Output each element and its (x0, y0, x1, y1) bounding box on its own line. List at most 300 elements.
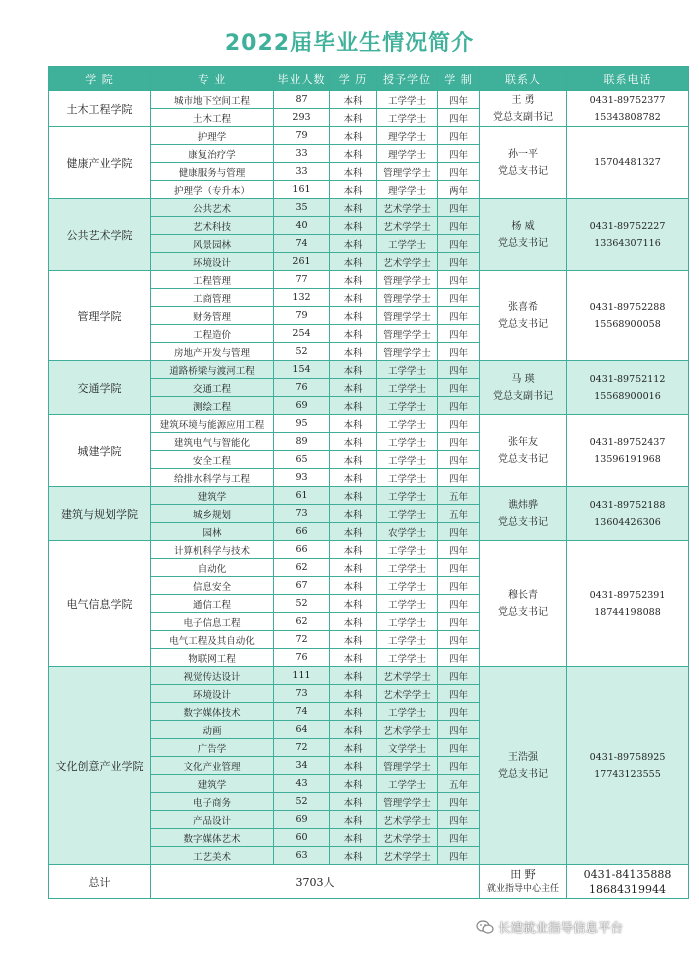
major-cell: 康复治疗学 (151, 145, 274, 163)
contact-name: 张喜希 (508, 301, 538, 313)
phone-cell (567, 415, 689, 487)
education-cell: 本科 (330, 325, 377, 343)
education-cell: 本科 (330, 127, 377, 145)
contact-title: 党总支书记 (498, 237, 548, 249)
header-education: 学 历 (330, 67, 377, 91)
duration-cell: 四年 (438, 379, 480, 397)
phone-cell (567, 127, 689, 199)
duration-cell: 四年 (438, 559, 480, 577)
count-cell: 60 (274, 829, 330, 847)
count-cell: 65 (274, 451, 330, 469)
phone-number: 15343808782 (594, 111, 661, 123)
page-title: 2022届毕业生情况简介 (224, 31, 475, 56)
degree-cell: 工学学士 (377, 415, 438, 433)
count-cell: 76 (274, 649, 330, 667)
major-cell: 安全工程 (151, 451, 274, 469)
total-contact (480, 865, 567, 899)
education-cell: 本科 (330, 181, 377, 199)
contact-cell (480, 415, 567, 487)
major-cell: 护理学 (151, 127, 274, 145)
phone-number: 0431-89752377 (589, 94, 666, 106)
contact-cell (480, 127, 567, 199)
duration-cell: 四年 (438, 541, 480, 559)
degree-cell: 理学学士 (377, 127, 438, 145)
count-cell: 95 (274, 415, 330, 433)
major-cell: 动画 (151, 721, 274, 739)
major-cell: 广告学 (151, 739, 274, 757)
major-cell: 工程管理 (151, 271, 274, 289)
education-cell: 本科 (330, 703, 377, 721)
duration-cell: 四年 (438, 163, 480, 181)
count-cell: 62 (274, 559, 330, 577)
count-cell: 35 (274, 199, 330, 217)
total-phone (567, 865, 689, 899)
duration-cell: 四年 (438, 595, 480, 613)
major-cell: 数字媒体艺术 (151, 829, 274, 847)
header-duration: 学 制 (438, 67, 480, 91)
contact-name: 田 野 (510, 867, 536, 881)
table-row (49, 127, 689, 145)
count-cell: 261 (274, 253, 330, 271)
contact-name: 杨 威 (511, 220, 535, 232)
major-cell: 土木工程 (151, 109, 274, 127)
count-cell: 293 (274, 109, 330, 127)
major-cell: 自动化 (151, 559, 274, 577)
degree-cell: 工学学士 (377, 433, 438, 451)
phone-number: 0431-84135888 (583, 867, 672, 881)
education-cell: 本科 (330, 577, 377, 595)
degree-cell: 工学学士 (377, 397, 438, 415)
education-cell: 本科 (330, 289, 377, 307)
watermark (476, 916, 623, 938)
duration-cell: 四年 (438, 667, 480, 685)
major-cell: 城市地下空间工程 (151, 91, 274, 109)
duration-cell: 四年 (438, 703, 480, 721)
contact-name: 马 瑛 (511, 373, 535, 385)
degree-cell: 艺术学学士 (377, 217, 438, 235)
count-cell: 40 (274, 217, 330, 235)
count-cell: 87 (274, 91, 330, 109)
table-row (49, 487, 689, 505)
count-cell: 34 (274, 757, 330, 775)
major-cell: 测绘工程 (151, 397, 274, 415)
duration-cell: 四年 (438, 199, 480, 217)
major-cell: 房地产开发与管理 (151, 343, 274, 361)
header-degree: 授予学位 (377, 67, 438, 91)
table-row (49, 91, 689, 109)
phone-number: 0431-89752437 (589, 436, 666, 448)
count-cell: 111 (274, 667, 330, 685)
education-cell: 本科 (330, 505, 377, 523)
duration-cell: 四年 (438, 361, 480, 379)
count-cell: 73 (274, 685, 330, 703)
phone-number: 0431-89752188 (589, 499, 666, 511)
contact-cell (480, 271, 567, 361)
education-cell: 本科 (330, 361, 377, 379)
major-cell: 电气工程及其自动化 (151, 631, 274, 649)
degree-cell: 工学学士 (377, 235, 438, 253)
duration-cell: 四年 (438, 325, 480, 343)
phone-cell (567, 541, 689, 667)
duration-cell: 四年 (438, 127, 480, 145)
degree-cell: 工学学士 (377, 361, 438, 379)
education-cell: 本科 (330, 775, 377, 793)
wechat-icon (476, 920, 494, 934)
education-cell: 本科 (330, 523, 377, 541)
degree-cell: 工学学士 (377, 631, 438, 649)
college-name: 交通学院 (49, 361, 151, 415)
count-cell: 61 (274, 487, 330, 505)
duration-cell: 四年 (438, 91, 480, 109)
education-cell: 本科 (330, 613, 377, 631)
header-college: 学 院 (49, 67, 151, 91)
header-major: 专 业 (151, 67, 274, 91)
education-cell: 本科 (330, 433, 377, 451)
contact-title: 党总支书记 (498, 768, 548, 780)
duration-cell: 四年 (438, 253, 480, 271)
contact-title: 党总支副书记 (493, 390, 553, 402)
education-cell: 本科 (330, 415, 377, 433)
duration-cell: 四年 (438, 271, 480, 289)
graduate-table (48, 66, 689, 899)
major-cell: 护理学（专升本） (151, 181, 274, 199)
header-contact: 联系人 (480, 67, 567, 91)
total-row (49, 865, 689, 899)
degree-cell: 艺术学学士 (377, 829, 438, 847)
education-cell: 本科 (330, 451, 377, 469)
table-body (49, 91, 689, 899)
count-cell: 72 (274, 739, 330, 757)
major-cell: 建筑学 (151, 775, 274, 793)
degree-cell: 工学学士 (377, 109, 438, 127)
count-cell: 93 (274, 469, 330, 487)
count-cell: 77 (274, 271, 330, 289)
phone-cell (567, 361, 689, 415)
education-cell: 本科 (330, 469, 377, 487)
phone-number: 17743123555 (594, 768, 661, 780)
phone-number: 18744198088 (594, 606, 661, 618)
education-cell: 本科 (330, 217, 377, 235)
major-cell: 健康服务与管理 (151, 163, 274, 181)
contact-cell (480, 541, 567, 667)
college-name: 城建学院 (49, 415, 151, 487)
degree-cell: 工学学士 (377, 577, 438, 595)
table-row (49, 415, 689, 433)
major-cell: 文化产业管理 (151, 757, 274, 775)
count-cell: 52 (274, 793, 330, 811)
education-cell: 本科 (330, 847, 377, 865)
count-cell: 74 (274, 703, 330, 721)
phone-cell (567, 487, 689, 541)
college-name: 管理学院 (49, 271, 151, 361)
education-cell: 本科 (330, 793, 377, 811)
major-cell: 园林 (151, 523, 274, 541)
count-cell: 62 (274, 613, 330, 631)
college-name: 文化创意产业学院 (49, 667, 151, 865)
degree-cell: 管理学学士 (377, 757, 438, 775)
education-cell: 本科 (330, 541, 377, 559)
duration-cell: 四年 (438, 415, 480, 433)
major-cell: 物联网工程 (151, 649, 274, 667)
duration-cell: 四年 (438, 523, 480, 541)
duration-cell: 四年 (438, 847, 480, 865)
count-cell: 63 (274, 847, 330, 865)
degree-cell: 管理学学士 (377, 163, 438, 181)
education-cell: 本科 (330, 397, 377, 415)
major-cell: 电子商务 (151, 793, 274, 811)
phone-number: 0431-89752391 (589, 589, 666, 601)
duration-cell: 四年 (438, 793, 480, 811)
duration-cell: 四年 (438, 811, 480, 829)
total-count: 3703人 (151, 865, 480, 899)
table-row (49, 199, 689, 217)
degree-cell: 工学学士 (377, 559, 438, 577)
major-cell: 风景园林 (151, 235, 274, 253)
contact-title: 党总支书记 (498, 516, 548, 528)
education-cell: 本科 (330, 559, 377, 577)
phone-number: 15568900016 (594, 390, 661, 402)
contact-title: 党总支书记 (498, 165, 548, 177)
major-cell: 电子信息工程 (151, 613, 274, 631)
duration-cell: 四年 (438, 685, 480, 703)
education-cell: 本科 (330, 667, 377, 685)
major-cell: 建筑环境与能源应用工程 (151, 415, 274, 433)
degree-cell: 艺术学学士 (377, 811, 438, 829)
count-cell: 72 (274, 631, 330, 649)
duration-cell: 五年 (438, 487, 480, 505)
table-header-row (49, 67, 689, 91)
degree-cell: 工学学士 (377, 487, 438, 505)
major-cell: 环境设计 (151, 253, 274, 271)
education-cell: 本科 (330, 307, 377, 325)
education-cell: 本科 (330, 91, 377, 109)
watermark-text: 长建就业指导信息平台 (498, 920, 624, 935)
major-cell: 通信工程 (151, 595, 274, 613)
degree-cell: 管理学学士 (377, 271, 438, 289)
count-cell: 66 (274, 523, 330, 541)
education-cell: 本科 (330, 649, 377, 667)
count-cell: 79 (274, 127, 330, 145)
duration-cell: 四年 (438, 649, 480, 667)
education-cell: 本科 (330, 595, 377, 613)
major-cell: 给排水科学与工程 (151, 469, 274, 487)
degree-cell: 工学学士 (377, 595, 438, 613)
phone-number: 0431-89752288 (589, 301, 666, 313)
major-cell: 信息安全 (151, 577, 274, 595)
duration-cell: 四年 (438, 757, 480, 775)
education-cell: 本科 (330, 343, 377, 361)
degree-cell: 管理学学士 (377, 343, 438, 361)
duration-cell: 四年 (438, 343, 480, 361)
degree-cell: 工学学士 (377, 379, 438, 397)
degree-cell: 艺术学学士 (377, 199, 438, 217)
education-cell: 本科 (330, 685, 377, 703)
degree-cell: 艺术学学士 (377, 253, 438, 271)
contact-title: 党总支书记 (498, 606, 548, 618)
contact-cell (480, 361, 567, 415)
phone-number: 0431-89752112 (589, 373, 666, 385)
duration-cell: 四年 (438, 721, 480, 739)
count-cell: 69 (274, 397, 330, 415)
count-cell: 132 (274, 289, 330, 307)
education-cell: 本科 (330, 811, 377, 829)
education-cell: 本科 (330, 739, 377, 757)
count-cell: 52 (274, 343, 330, 361)
count-cell: 33 (274, 163, 330, 181)
contact-name: 张年友 (508, 436, 538, 448)
contact-name: 穆长青 (508, 589, 538, 601)
degree-cell: 艺术学学士 (377, 721, 438, 739)
education-cell: 本科 (330, 271, 377, 289)
count-cell: 154 (274, 361, 330, 379)
phone-cell (567, 199, 689, 271)
duration-cell: 四年 (438, 451, 480, 469)
contact-title: 党总支书记 (498, 453, 548, 465)
education-cell: 本科 (330, 487, 377, 505)
count-cell: 254 (274, 325, 330, 343)
duration-cell: 四年 (438, 109, 480, 127)
phone-number: 13604426306 (594, 516, 661, 528)
duration-cell: 四年 (438, 577, 480, 595)
contact-title: 就业指导中心主任 (486, 883, 559, 894)
count-cell: 52 (274, 595, 330, 613)
major-cell: 公共艺术 (151, 199, 274, 217)
duration-cell: 四年 (438, 397, 480, 415)
degree-cell: 农学学士 (377, 523, 438, 541)
major-cell: 工艺美术 (151, 847, 274, 865)
phone-number: 13596191968 (594, 453, 661, 465)
duration-cell: 四年 (438, 631, 480, 649)
major-cell: 财务管理 (151, 307, 274, 325)
major-cell: 计算机科学与技术 (151, 541, 274, 559)
count-cell: 69 (274, 811, 330, 829)
education-cell: 本科 (330, 757, 377, 775)
duration-cell: 四年 (438, 469, 480, 487)
college-name: 健康产业学院 (49, 127, 151, 199)
contact-cell (480, 487, 567, 541)
phone-cell (567, 271, 689, 361)
contact-cell (480, 667, 567, 865)
contact-title: 党总支书记 (498, 318, 548, 330)
count-cell: 161 (274, 181, 330, 199)
contact-name: 王 勇 (511, 94, 535, 106)
degree-cell: 艺术学学士 (377, 685, 438, 703)
contact-cell (480, 91, 567, 127)
degree-cell: 工学学士 (377, 451, 438, 469)
count-cell: 43 (274, 775, 330, 793)
college-name: 土木工程学院 (49, 91, 151, 127)
table-row (49, 361, 689, 379)
count-cell: 89 (274, 433, 330, 451)
major-cell: 视觉传达设计 (151, 667, 274, 685)
duration-cell: 四年 (438, 145, 480, 163)
degree-cell: 工学学士 (377, 91, 438, 109)
degree-cell: 管理学学士 (377, 325, 438, 343)
degree-cell: 理学学士 (377, 181, 438, 199)
header-count: 毕业人数 (274, 67, 330, 91)
degree-cell: 工学学士 (377, 613, 438, 631)
degree-cell: 管理学学士 (377, 793, 438, 811)
count-cell: 73 (274, 505, 330, 523)
total-label: 总计 (49, 865, 151, 899)
duration-cell: 四年 (438, 289, 480, 307)
phone-cell (567, 667, 689, 865)
phone-cell (567, 91, 689, 127)
major-cell: 工程造价 (151, 325, 274, 343)
duration-cell: 四年 (438, 739, 480, 757)
major-cell: 工商管理 (151, 289, 274, 307)
degree-cell: 工学学士 (377, 775, 438, 793)
contact-name: 谯炜骅 (508, 499, 538, 511)
duration-cell: 两年 (438, 181, 480, 199)
degree-cell: 工学学士 (377, 649, 438, 667)
degree-cell: 管理学学士 (377, 289, 438, 307)
degree-cell: 工学学士 (377, 541, 438, 559)
major-cell: 产品设计 (151, 811, 274, 829)
college-name: 建筑与规划学院 (49, 487, 151, 541)
education-cell: 本科 (330, 235, 377, 253)
degree-cell: 艺术学学士 (377, 667, 438, 685)
degree-cell: 工学学士 (377, 505, 438, 523)
major-cell: 建筑电气与智能化 (151, 433, 274, 451)
duration-cell: 四年 (438, 235, 480, 253)
college-name: 电气信息学院 (49, 541, 151, 667)
major-cell: 道路桥梁与渡河工程 (151, 361, 274, 379)
duration-cell: 四年 (438, 829, 480, 847)
contact-name: 王浩强 (508, 751, 538, 763)
major-cell: 交通工程 (151, 379, 274, 397)
major-cell: 数字媒体技术 (151, 703, 274, 721)
education-cell: 本科 (330, 163, 377, 181)
phone-number: 13364307116 (594, 237, 661, 249)
degree-cell: 文学学士 (377, 739, 438, 757)
education-cell: 本科 (330, 253, 377, 271)
education-cell: 本科 (330, 829, 377, 847)
count-cell: 64 (274, 721, 330, 739)
phone-number: 15568900058 (594, 318, 661, 330)
duration-cell: 五年 (438, 505, 480, 523)
phone-number: 15704481327 (594, 157, 661, 168)
contact-title: 党总支副书记 (493, 111, 553, 123)
table-row (49, 271, 689, 289)
duration-cell: 四年 (438, 217, 480, 235)
count-cell: 67 (274, 577, 330, 595)
count-cell: 74 (274, 235, 330, 253)
count-cell: 76 (274, 379, 330, 397)
table-row (49, 541, 689, 559)
contact-name: 孙一平 (508, 148, 538, 160)
count-cell: 66 (274, 541, 330, 559)
count-cell: 33 (274, 145, 330, 163)
phone-number: 0431-89758925 (589, 751, 666, 763)
education-cell: 本科 (330, 145, 377, 163)
duration-cell: 四年 (438, 433, 480, 451)
count-cell: 79 (274, 307, 330, 325)
education-cell: 本科 (330, 631, 377, 649)
major-cell: 城乡规划 (151, 505, 274, 523)
phone-number: 0431-89752227 (589, 220, 666, 232)
header-phone: 联系电话 (567, 67, 689, 91)
education-cell: 本科 (330, 109, 377, 127)
duration-cell: 五年 (438, 775, 480, 793)
duration-cell: 四年 (438, 307, 480, 325)
degree-cell: 管理学学士 (377, 307, 438, 325)
contact-cell (480, 199, 567, 271)
major-cell: 环境设计 (151, 685, 274, 703)
major-cell: 艺术科技 (151, 217, 274, 235)
major-cell: 建筑学 (151, 487, 274, 505)
degree-cell: 工学学士 (377, 469, 438, 487)
